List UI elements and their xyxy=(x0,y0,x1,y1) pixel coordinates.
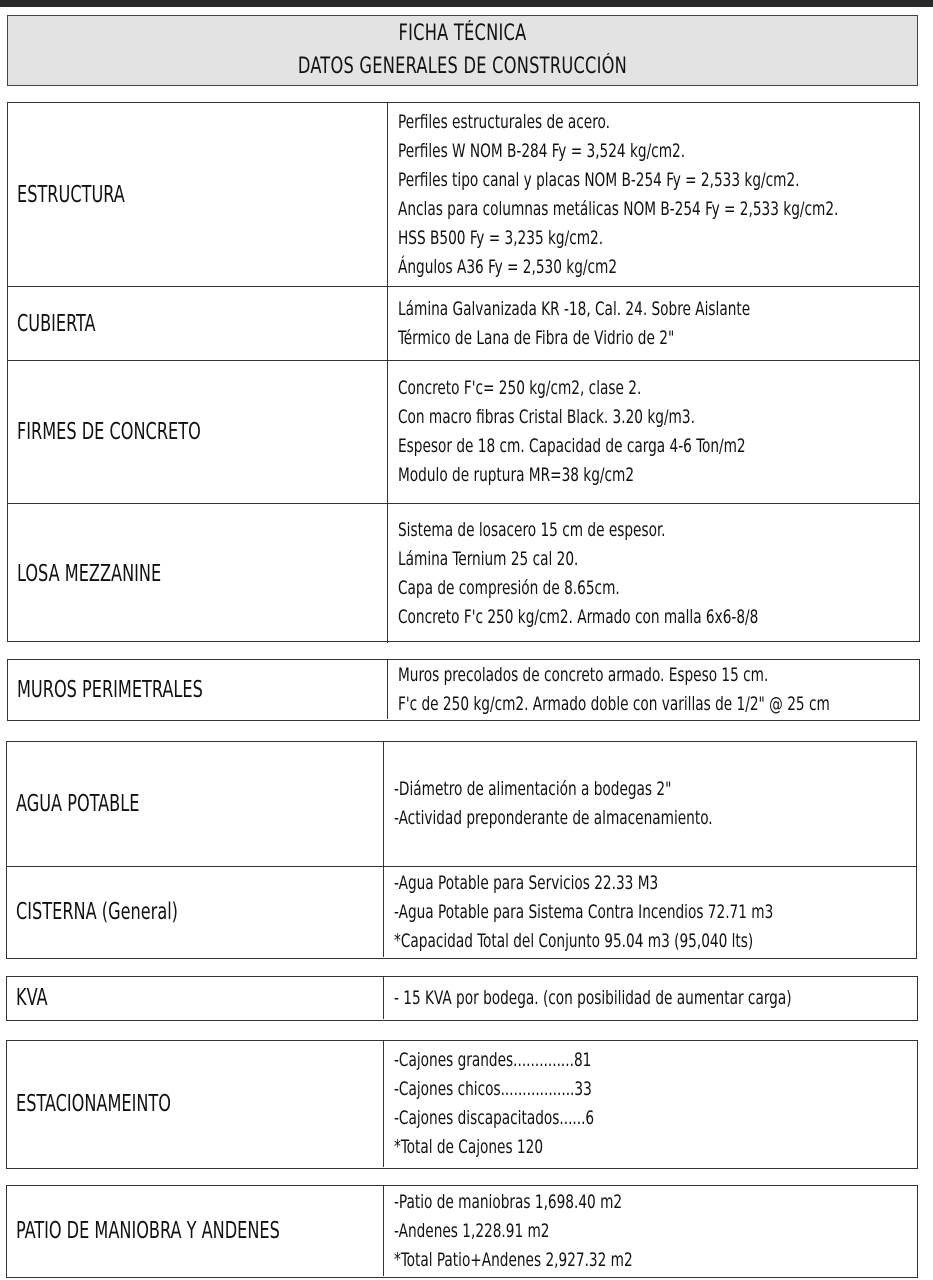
top-edge-bar xyxy=(0,0,933,7)
row-label-text: ESTACIONAMEINTO xyxy=(16,1091,171,1117)
row-label xyxy=(7,867,384,957)
row-label-text: FIRMES DE CONCRETO xyxy=(17,419,201,445)
header-title: FICHA TÉCNICA xyxy=(398,21,527,46)
row-value xyxy=(388,103,919,286)
spec-line: Perfiles estructurales de acero. xyxy=(398,110,610,133)
spec-line: Concreto F'c 250 kg/cm2. Armado con malla 6x6-8/8 xyxy=(398,605,759,628)
row-value xyxy=(388,660,919,719)
spec-line: Térmico de Lana de Fibra de Vidrio de 2" xyxy=(398,326,675,349)
spec-line: -Diámetro de alimentación a bodegas 2" xyxy=(394,778,672,800)
row-value xyxy=(384,1186,917,1276)
row-estacionamiento xyxy=(7,1041,917,1167)
row-label-text: AGUA POTABLE xyxy=(16,791,140,817)
spec-line: Capa de compresión de 8.65cm. xyxy=(398,576,620,599)
spec-line: Espesor de 18 cm. Capacidad de carga 4-6 Ton/m2 xyxy=(398,435,746,457)
spec-line: Concreto F'c= 250 kg/cm2, clase 2. xyxy=(398,377,642,399)
row-value xyxy=(384,1041,917,1167)
row-label xyxy=(8,361,388,503)
spec-line: Muros precolados de concreto armado. Espeso 15 cm. xyxy=(398,663,769,686)
spec-line: -Patio de maniobras 1,698.40 m2 xyxy=(394,1190,623,1213)
row-value xyxy=(384,742,916,866)
spec-line: Con macro fibras Cristal Black. 3.20 kg/m3. xyxy=(398,406,695,428)
row-label-text: MUROS PERIMETRALES xyxy=(17,676,203,703)
spec-line: -Agua Potable para Sistema Contra Incendios 72.71 m3 xyxy=(394,900,774,923)
spec-line: -Agua Potable para Servicios 22.33 M3 xyxy=(394,871,659,894)
row-label xyxy=(8,504,388,643)
row-value xyxy=(388,504,919,643)
row-label xyxy=(8,287,388,360)
spec-line: - 15 KVA por bodega. (con posibilidad de aumentar carga) xyxy=(394,986,792,1009)
table-block-yard xyxy=(6,1185,918,1278)
spec-line: Perfiles tipo canal y placas NOM B-254 Fy = 2,533 kg/cm2. xyxy=(398,168,800,191)
spec-line: F'c de 250 kg/cm2. Armado doble con varillas de 1/2" @ 25 cm xyxy=(398,692,830,715)
spec-line: *Total de Cajones 120 xyxy=(394,1136,544,1158)
row-muros xyxy=(8,660,919,719)
row-label xyxy=(7,1041,384,1167)
spec-line: Perfiles W NOM B-284 Fy = 3,524 kg/cm2. xyxy=(398,139,686,162)
row-patio xyxy=(7,1186,917,1276)
row-label xyxy=(8,660,388,719)
row-label-text: CUBIERTA xyxy=(17,310,96,337)
row-kva xyxy=(7,977,917,1019)
row-cubierta xyxy=(8,286,919,360)
table-block-kva xyxy=(6,976,918,1021)
spec-line: Lámina Ternium 25 cal 20. xyxy=(398,547,579,570)
row-estructura xyxy=(8,103,919,286)
header-subtitle: DATOS GENERALES DE CONSTRUCCIÓN xyxy=(297,54,628,79)
spec-line: -Actividad preponderante de almacenamiento. xyxy=(394,807,713,829)
spec-line: HSS B500 Fy = 3,235 kg/cm2. xyxy=(398,226,604,249)
spec-line: *Capacidad Total del Conjunto 95.04 m3 (95,040 lts) xyxy=(394,929,754,952)
table-block-walls xyxy=(7,659,920,721)
spec-line: -Cajones grandes..............81 xyxy=(394,1049,592,1071)
row-value xyxy=(388,287,919,360)
row-label xyxy=(7,1186,384,1276)
row-losa xyxy=(8,503,919,643)
table-block-structure xyxy=(7,102,920,642)
spec-line: Lámina Galvanizada KR -18, Cal. 24. Sobre Aislante xyxy=(398,297,751,320)
spec-line: *Total Patio+Andenes 2,927.32 m2 xyxy=(394,1248,633,1271)
row-label-text: LOSA MEZZANINE xyxy=(17,560,162,587)
row-value xyxy=(388,361,919,503)
row-value xyxy=(384,977,917,1019)
row-label xyxy=(7,742,384,866)
table-block-parking xyxy=(6,1040,918,1169)
row-agua xyxy=(7,742,916,866)
spec-line: -Andenes 1,228.91 m2 xyxy=(394,1219,550,1242)
row-label-text: PATIO DE MANIOBRA Y ANDENES xyxy=(16,1218,280,1244)
row-label xyxy=(8,103,388,286)
spec-line: -Cajones chicos.................33 xyxy=(394,1078,592,1100)
document-header xyxy=(7,15,918,86)
row-label xyxy=(7,977,384,1019)
row-label-text: ESTRUCTURA xyxy=(17,181,125,208)
row-label-text: KVA xyxy=(16,985,48,1011)
row-label-text: CISTERNA (General) xyxy=(16,899,178,925)
spec-line: Ángulos A36 Fy = 2,530 kg/cm2 xyxy=(398,255,618,278)
spec-line: Anclas para columnas metálicas NOM B-254 Fy = 2,533 kg/cm2. xyxy=(398,197,839,220)
row-value xyxy=(384,867,916,957)
table-block-water xyxy=(6,741,917,959)
spec-line: -Cajones discapacitados......6 xyxy=(394,1107,595,1129)
row-firmes xyxy=(8,360,919,503)
row-cisterna xyxy=(7,866,916,957)
spec-line: Sistema de losacero 15 cm de espesor. xyxy=(398,518,666,541)
spec-line: Modulo de ruptura MR=38 kg/cm2 xyxy=(398,464,635,486)
